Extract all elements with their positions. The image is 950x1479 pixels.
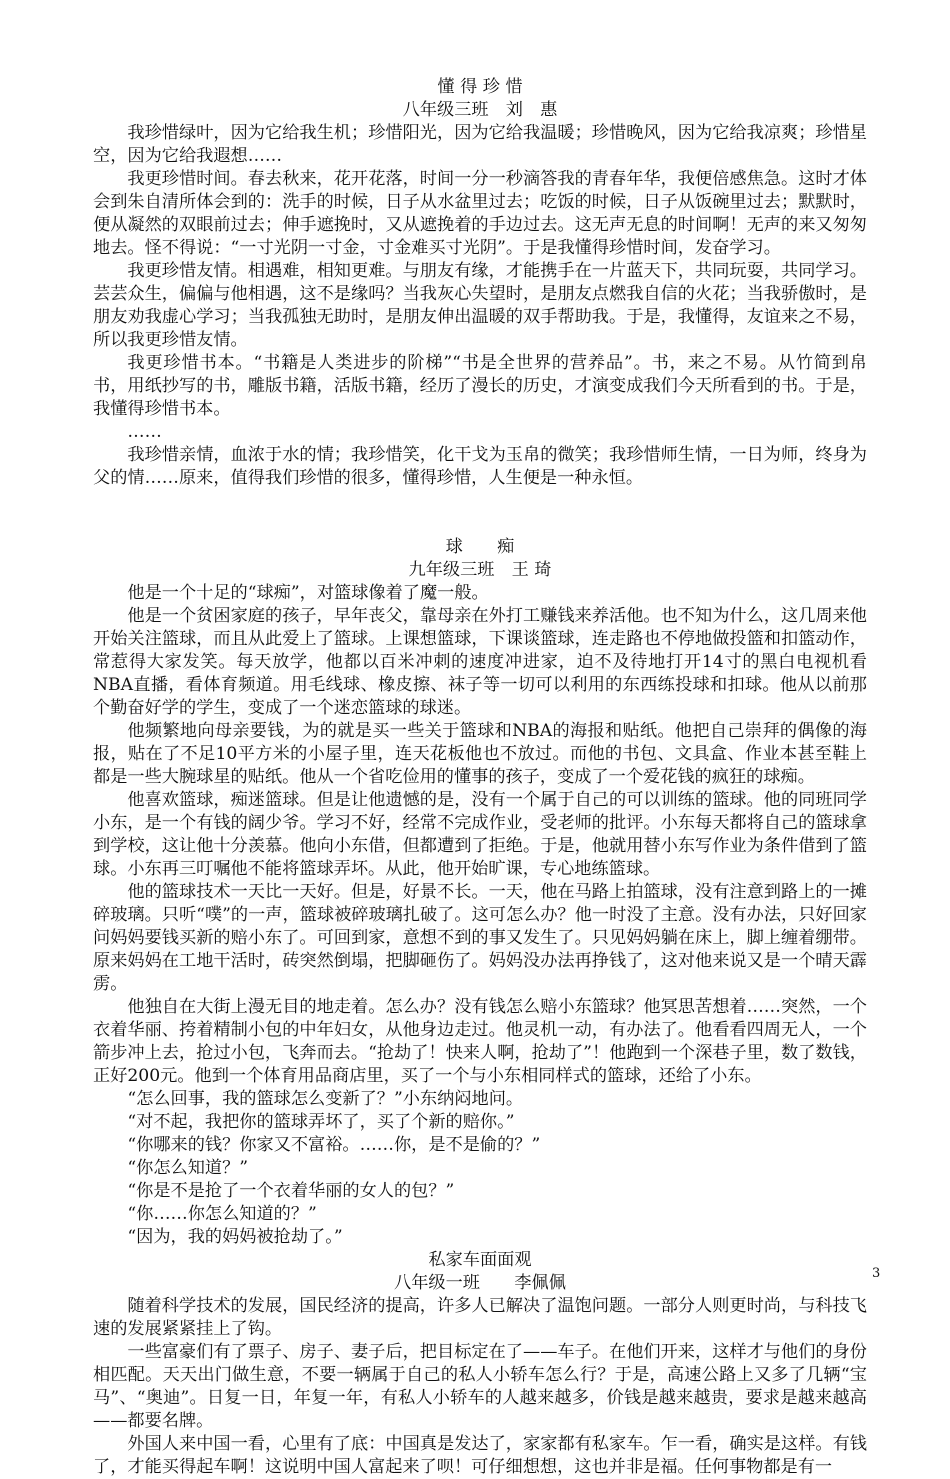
essay-title: 懂 得 珍 惜 xyxy=(437,77,523,97)
essay-ball-fan xyxy=(93,536,867,1249)
paragraph: 我更珍惜时间。春去秋来，花开花落，时间一分一秒滴答我的青春年华，我便倍感焦急。这时才体会到朱自清所体会到的：洗手的时候，日子从水盆里过去；吃饭的时候，日子从饭碗里过去；默默时，便从凝然的双眼前过去；伸手遮挽时，又从遮挽着的手边过去。这无声无息的时间啊！无声的来又匆匆地去。怪不得说：“一寸光阴一寸金，寸金难买寸光阴”。于是我懂得珍惜时间，发奋学习。 xyxy=(93,169,867,258)
paragraph: 他是一个贫困家庭的孩子，早年丧父，靠母亲在外打工赚钱来养活他。也不知为什么，这几周来他开始关注篮球，而且从此爱上了篮球。上课想篮球，下课谈篮球，连走路也不停地做投篮和扣篮动作，常惹得大家发笑。每天放学，他都以百米冲刺的速度冲进家，迫不及待地打开14寸的黑白电视机看NBA直播，看体育频道。用毛线球、橡皮擦、袜子等一切可以利用的东西练投球和扣球。他从以前那个勤奋好学的学生，变成了一个迷恋篮球的球迷。 xyxy=(93,606,867,718)
paragraph: 一些富豪们有了票子、房子、妻子后，把目标定在了——车子。在他们开来，这样才与他们的身份相匹配。天天出门做生意，不要一辆属于自己的私人小轿车怎么行？于是，高速公路上又多了几辆“宝马”、“奥迪”。日复一日，年复一年，有私人小轿车的人越来越多，价钱是越来越贵，要求是越来越高——都要名牌。 xyxy=(93,1342,867,1431)
paragraph: 我更珍惜书本。“书籍是人类进步的阶梯”“书是全世界的营养品”。书，来之不易。从竹简到帛书，用纸抄写的书，雕版书籍，活版书籍，经历了漫长的历史，才演变成我们今天所看到的书。于是，我懂得珍惜书本。 xyxy=(93,353,867,419)
dialogue-line: “你……你怎么知道的？” xyxy=(127,1204,317,1224)
paragraph: 我珍惜绿叶，因为它给我生机；珍惜阳光，因为它给我温暖；珍惜晚风，因为它给我凉爽；珍惜星空，因为它给我遐想…… xyxy=(93,123,867,166)
paragraph: 他喜欢篮球，痴迷篮球。但是让他遗憾的是，没有一个属于自己的可以训练的篮球。他的同班同学小东，是一个有钱的阔少爷。学习不好，经常不完成作业，受老师的批评。小东每天都将自己的篮球拿到学校，这让他十分羡慕。他向小东借，但都遭到了拒绝。于是，他就用替小东写作业为条件借到了篮球。小东再三叮嘱他不能将篮球弄坏。从此，他开始旷课，专心地练篮球。 xyxy=(93,790,867,879)
section-gap xyxy=(93,490,867,536)
paragraph: 随着科学技术的发展，国民经济的提高，许多人已解决了温饱问题。一部分人则更时尚，与科技飞速的发展紧紧挂上了钩。 xyxy=(93,1296,867,1339)
essay-cherish xyxy=(93,76,867,490)
paragraph: 他的篮球技术一天比一天好。但是，好景不长。一天，他在马路上拍篮球，没有注意到路上的一摊碎玻璃。只听“噗”的一声，篮球被碎玻璃扎破了。这可怎么办？他一时没了主意。没有办法，只好回家问妈妈要钱买新的赔小东了。可回到家，意想不到的事又发生了。只见妈妈躺在床上，脚上缠着绷带。原来妈妈在工地干活时，砖突然倒塌，把脚砸伤了。妈妈没办法再挣钱了，这对他来说又是一个晴天霹雳。 xyxy=(93,882,867,994)
dialogue-line: “对不起，我把你的篮球弄坏了，买了个新的赔你。” xyxy=(127,1112,515,1132)
paragraph: 他独自在大街上漫无目的地走着。怎么办？没有钱怎么赔小东篮球？他冥思苦想着……突然，一个衣着华丽、挎着精制小包的中年妇女，从他身边走过。他灵机一动，有办法了。他看看四周无人，一个箭步冲上去，抢过小包，飞奔而去。“抢劫了！快来人啊，抢劫了”！他跑到一个深巷子里，数了数钱，正好200元。他到一个体育用品商店里，买了一个与小东相同样式的篮球，还给了小东。 xyxy=(93,997,867,1086)
paragraph: 他频繁地向母亲要钱，为的就是买一些关于篮球和NBA的海报和贴纸。他把自己崇拜的偶像的海报，贴在了不足10平方米的小屋子里，连天花板他也不放过。而他的书包、文具盒、作业本甚至鞋上都是一些大腕球星的贴纸。他从一个省吃俭用的懂事的孩子，变成了一个爱花钱的疯狂的球痴。 xyxy=(93,721,867,787)
dialogue-line: “你是不是抢了一个衣着华丽的女人的包？” xyxy=(127,1181,455,1201)
dialogue-line: “怎么回事，我的篮球怎么变新了？”小东纳闷地问。 xyxy=(127,1089,524,1109)
ellipsis-paragraph: …… xyxy=(127,422,162,442)
dialogue-line: “因为，我的妈妈被抢劫了。” xyxy=(127,1227,343,1247)
paragraph: 他是一个十足的“球痴”，对篮球像着了魔一般。 xyxy=(127,583,489,603)
page-number: 3 xyxy=(872,1266,881,1281)
paragraph: 我珍惜亲情，血浓于水的情；我珍惜笑，化干戈为玉帛的微笑；我珍惜师生情，一日为师，终身为父的情……原来，值得我们珍惜的很多，懂得珍惜，人生便是一种永恒。 xyxy=(93,445,867,488)
paragraph: 我更珍惜友情。相遇难，相知更难。与朋友有缘，才能携手在一片蓝天下，共同玩耍，共同学习。芸芸众生，偏偏与他相遇，这不是缘吗？当我灰心失望时，是朋友点燃我自信的火花；当我骄傲时，是朋友劝我虚心学习；当我孤独无助时，是朋友伸出温暖的双手帮助我。于是，我懂得，友谊来之不易，所以我更珍惜友情。 xyxy=(93,261,867,350)
essay-title: 私家车面面观 xyxy=(428,1250,532,1270)
dialogue-line: “你怎么知道？” xyxy=(127,1158,249,1178)
paragraph: 外国人来中国一看，心里有了底：中国真是发达了，家家都有私家车。乍一看，确实是这样。有钱了，才能买得起车啊！这说明中国人富起来了呗！可仔细想想，这也并非是福。任何事物都是有一 xyxy=(93,1434,867,1477)
essay-byline: 九年级三班 王 琦 xyxy=(408,560,552,580)
essay-byline: 八年级一班 李佩佩 xyxy=(394,1273,566,1293)
essay-private-car xyxy=(93,1249,867,1479)
page-content xyxy=(93,76,867,1479)
dialogue-line: “你哪来的钱？你家又不富裕。……你，是不是偷的？” xyxy=(127,1135,541,1155)
essay-title: 球 痴 xyxy=(445,537,515,557)
essay-byline: 八年级三班 刘 惠 xyxy=(402,100,558,120)
